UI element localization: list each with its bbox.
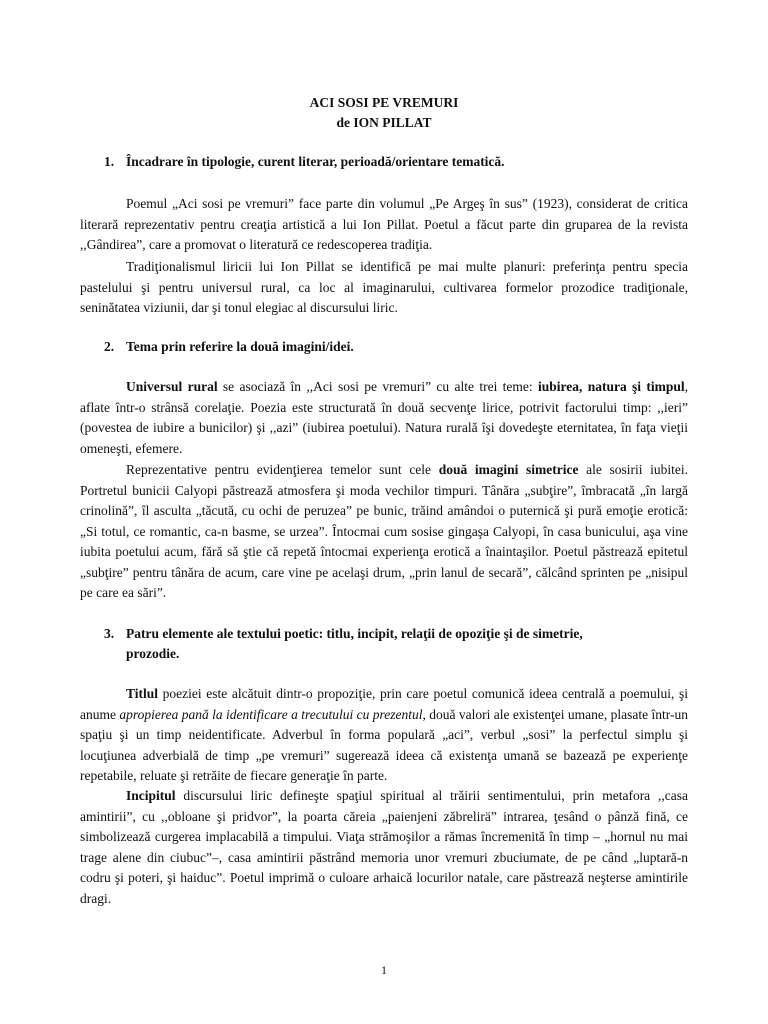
text-run: ale sosirii iubitei. Portretul bunicii Calyopi păstrează atmosfera şi moda vechilor timpuri. Tânăra „subţire”, îmbracată „în largă crinolină”, îl asculta „tăcută, cu ochi de peruzea” pe bunic, trăind amândoi o puternică şi pură emoţie erotică: „Si totul, ce romantic, ca-n basme, se urzea”. Întocmai cum sosise gingaşa Calyopi, în casa bunicului, aşa vine iubita poetului acum, fără să ştie că repetă întocmai experienţa erotică a înaintaşilor. Poetul păstrează epitetul „subţire” pentru tânăra de acum, care vine pe acelaşi drum, „prin lanul de secară”, călcând sprinten pe „nisipul pe care ea sări”. bbox=[80, 462, 688, 600]
bold-text: Incipitul bbox=[126, 788, 176, 803]
text-run: poeziei este alcătuit dintr-o propoziţie, prin care poetul comunică ideea centrală a poemului, şi anume bbox=[80, 686, 688, 722]
section-heading-text: Tema prin referire la două imagini/idei. bbox=[126, 339, 354, 354]
paragraph bbox=[80, 194, 688, 256]
document-author: de ION PILLAT bbox=[336, 115, 432, 130]
section-heading-text: Patru elemente ale textului poetic: titlu, incipit, relaţii de opoziţie şi de simetrie, bbox=[126, 626, 583, 641]
paragraph bbox=[80, 257, 688, 319]
text-run: , aflate într-o strânsă corelaţie. Poezia este structurată în două secvenţe lirice, potrivit factorului timp: ,,ieri” (povestea de iubire a bunicilor) şi ,,azi” (iubirea poetului). Natura rurală îşi dovedeşte eternitatea, în faţa vieţii omeneşti, efemere. bbox=[80, 379, 689, 456]
section-number: 2. bbox=[104, 339, 115, 354]
text-run: Poemul „Aci sosi pe vremuri” face parte din volumul „Pe Argeş în sus” (1923), considerat de critica literară reprezentativ pentru creaţia artistică a lui Ion Pillat. Poetul a făcut parte din gruparea de la revista ,,Gândirea”, care a promovat o literatură ce redescoperea tradiţia. bbox=[80, 196, 688, 252]
text-run: , două valori ale existenţei umane, plasate într-un spaţiu şi un timp neidentificate. Adverbul în forma populară „aci”, verbul „sosi” la perfectul simplu şi locuţiunea adverbială de timp „pe vremuri” sugerează ideea că existenţa umană se bazează pe experienţe repetabile, reluate şi retrăite de fiecare generaţie în parte. bbox=[80, 706, 688, 783]
italic-text: apropierea pană la identificare a trecutului cu prezentul bbox=[119, 706, 423, 722]
section-2-heading bbox=[104, 337, 704, 357]
section-3-heading bbox=[104, 624, 704, 664]
bold-text: Universul rural bbox=[126, 379, 218, 394]
bold-text: două imagini simetrice bbox=[438, 462, 579, 477]
section-heading-text: Încadrare în tipologie, curent literar, perioadă/orientare tematică. bbox=[126, 154, 505, 169]
section-number: 1. bbox=[104, 154, 115, 169]
page-number: 1 bbox=[381, 963, 387, 977]
text-run: se asociază în ,,Aci sosi pe vremuri” cu alte trei teme: bbox=[217, 379, 538, 394]
paragraph bbox=[80, 460, 688, 604]
paragraph bbox=[80, 377, 688, 459]
paragraph bbox=[80, 684, 688, 787]
text-run: discursului liric defineşte spaţiul spiritual al trăirii sentimentului, prin metafora ,,casa amintirii”, cu ,,obloane şi pridvor”, la poarta căreia „paienjeni zăbrelirä” intrarea, ţesând o pânză fină, ce simbolizează curgerea implacabilă a timpului. Viaţa strămoşilor a rămas încremenită în timp – „hornul nu mai trage alene din ciubuc”–, casa amintirii păstrând memoria unor vremuri zbuciumate, de pe când „luptară-n codru şi poteri, şi haiduc”. Poetul imprimă o culoare arhaică locurilor natale, care păstrează neşterse amintirile dragi. bbox=[80, 788, 688, 906]
bold-text: Titlul bbox=[126, 686, 159, 701]
section-1-heading bbox=[104, 152, 704, 172]
paragraph bbox=[80, 786, 688, 909]
title-block bbox=[0, 93, 768, 133]
section-heading-continuation: prozodie. bbox=[126, 646, 180, 661]
section-number: 3. bbox=[104, 626, 115, 641]
bold-text: iubirea, natura şi timpul bbox=[537, 379, 685, 394]
text-run: Reprezentative pentru evidenţierea temelor sunt cele bbox=[126, 462, 439, 477]
text-run: Tradiţionalismul liricii lui Ion Pillat se identifică pe mai multe planuri: preferinţa pentru specia pastelului şi pentru universul rural, ca loc al imaginarului, cultivarea formelor prozodice tradiţionale, seninătatea viziunii, dar şi tonul elegiac al discursului liric. bbox=[80, 259, 688, 315]
document-title: ACI SOSI PE VREMURI bbox=[309, 95, 459, 110]
